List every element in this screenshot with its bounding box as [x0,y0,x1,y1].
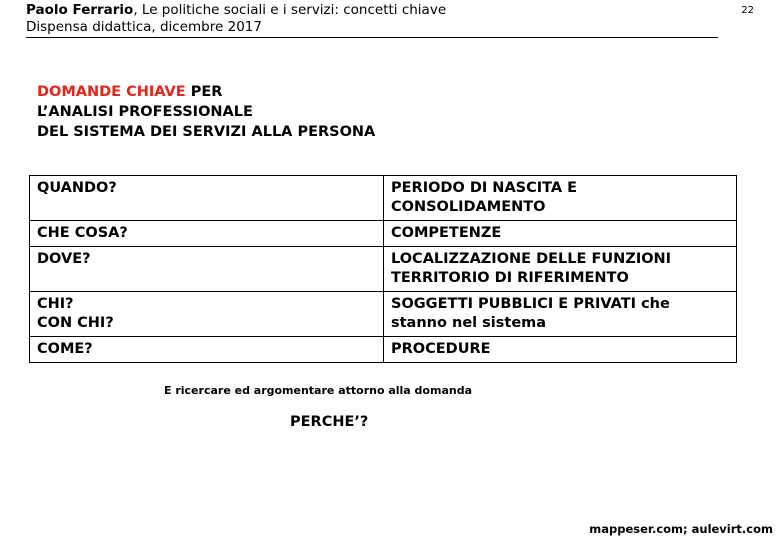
header-work-title: , Le politiche sociali e i servizi: concetti chiave [133,2,447,18]
question-cell [30,292,384,337]
table-row [30,337,737,363]
answer-text: CONSOLIDAMENTO [391,199,546,215]
question-cell [30,337,384,363]
question-text: CHI? [37,296,74,312]
instruction-text: E ricercare ed argomentare attorno alla domanda [164,384,472,397]
question-cell [30,176,384,221]
question-text: CHE COSA? [37,225,128,241]
header-subtitle: Dispensa didattica, dicembre 2017 [26,19,262,35]
question-text: QUANDO? [37,180,117,196]
answer-cell [384,292,737,337]
header-divider [26,37,718,38]
key-question-perche: PERCHE’? [290,414,369,430]
section-title [37,82,375,142]
table-row [30,292,737,337]
question-cell [30,247,384,292]
page-header [26,2,446,36]
section-title-line-1-rest: PER [185,84,223,100]
answer-text: PERIODO DI NASCITA E [391,180,578,196]
table-row [30,221,737,247]
section-title-line-3: DEL SISTEMA DEI SERVIZI ALLA PERSONA [37,124,376,140]
section-title-line-1 [37,82,375,102]
header-author: Paolo Ferrario [26,2,134,18]
footer-website: mappeser.com; aulevirt.com [589,522,773,536]
answer-cell [384,247,737,292]
answer-text: PROCEDURE [391,341,491,357]
section-title-line-2: L’ANALISI PROFESSIONALE [37,104,253,120]
table-row [30,176,737,221]
answer-text: TERRITORIO DI RIFERIMENTO [391,270,629,286]
question-text: COME? [37,341,93,357]
answer-cell [384,337,737,363]
question-text: CON CHI? [37,315,114,331]
answer-text: COMPETENZE [391,225,502,241]
table-row [30,247,737,292]
section-title-highlight: DOMANDE CHIAVE [37,84,186,100]
page-number: 22 [741,5,754,16]
question-text: DOVE? [37,251,91,267]
question-cell [30,221,384,247]
answer-text: SOGGETTI PUBBLICI E PRIVATI che [391,296,670,312]
answer-cell [384,176,737,221]
answer-text: LOCALIZZAZIONE DELLE FUNZIONI [391,251,672,267]
answer-text: stanno nel sistema [391,315,547,331]
answer-cell [384,221,737,247]
header-title-line [26,2,446,19]
key-questions-table [29,175,737,363]
